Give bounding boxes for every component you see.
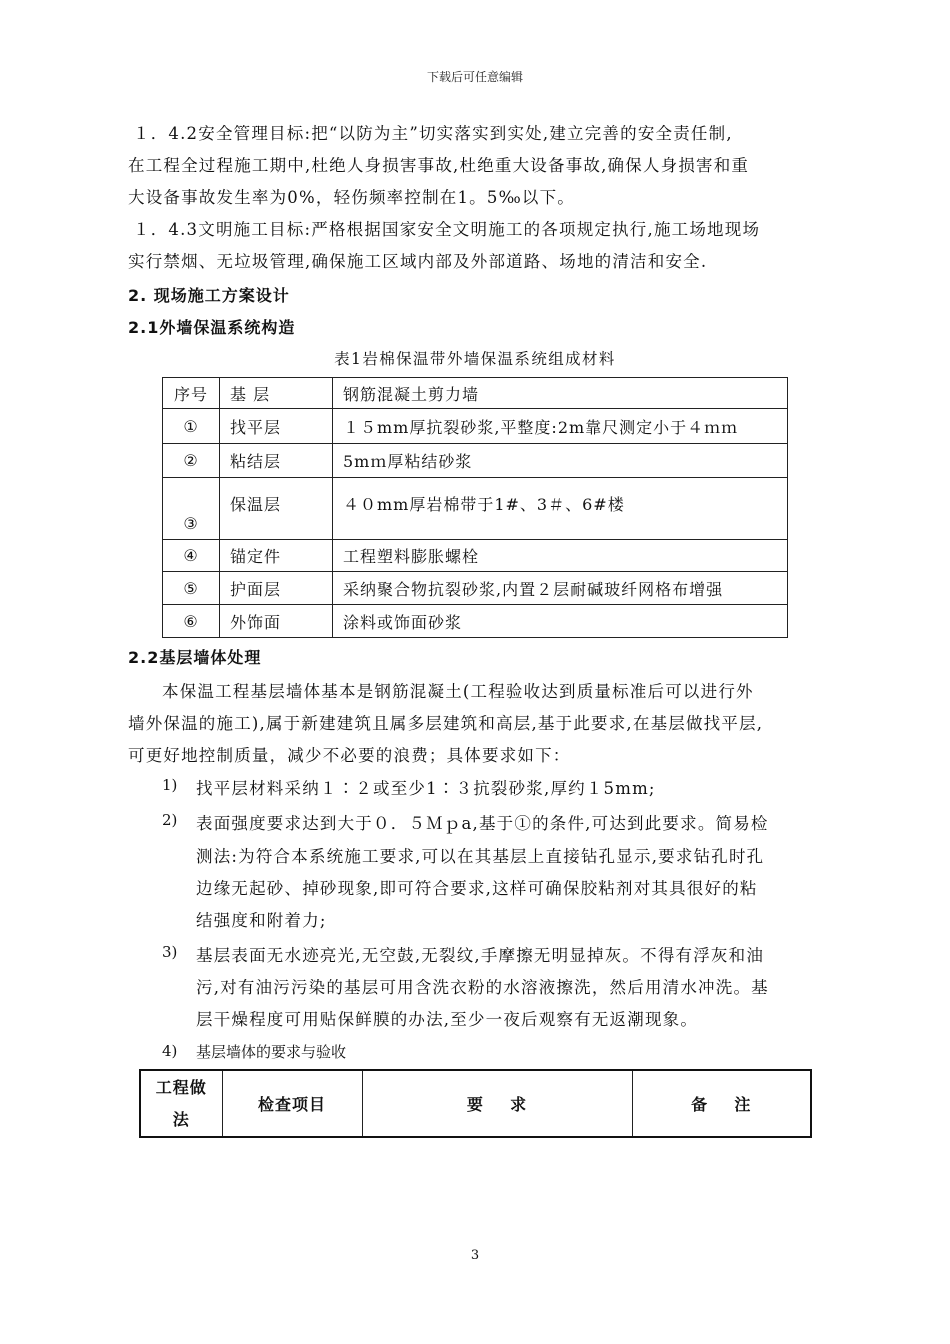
table-cell: 锚定件 [220,540,333,572]
list-item-line: 基层表面无水迹亮光,无空鼓,无裂纹,手摩擦无明显掉灰。不得有浮灰和油 [196,946,765,965]
table-cell: 序号 [163,378,220,409]
table-cell: ④ [163,540,220,572]
table-cell: ② [163,444,220,478]
table-row [163,605,788,638]
list-number: 3) [162,943,178,961]
table-cell: 5mｍ厚粘结砂浆 [333,444,788,478]
table-header-cell: 检查项目 [222,1070,362,1137]
table-cell: 工程塑料膨胀螺栓 [333,540,788,572]
paragraph-line: 可更好地控制质量，减少不必要的浪费；具体要求如下： [128,746,571,765]
table-cell: １５mm厚抗裂砂浆,平整度:2m靠尺测定小于４ｍｍ [333,409,788,444]
paragraph-line: 墙外保温的施工),属于新建建筑且属多层建筑和高层,基于此要求,在基层做找平层, [128,714,764,733]
paragraph-line: 本保温工程基层墙体基本是钢筋混凝土(工程验收达到质量标准后可以进行外 [162,682,754,701]
table-row [163,572,788,605]
table-row [163,409,788,444]
page-header: 下载后可任意编辑 [426,70,523,84]
table-header-cell: 工程做法 [140,1070,222,1137]
list-item-line: 表面强度要求达到大于０．５Ｍｐa,基于①的条件,可达到此要求。简易检 [196,814,769,833]
table-header-cell: 要 求 [362,1070,632,1137]
list-item-line: 层干燥程度可用贴保鲜膜的办法,至少一夜后观察有无返潮现象。 [196,1010,699,1029]
list-item-line: 污,对有油污污染的基层可用含洗衣粉的水溶液擦洗，然后用清水冲洗。基 [196,978,769,997]
list-item-line: 基层墙体的要求与验收 [196,1043,347,1061]
inspection-table [139,1069,812,1138]
table-row [163,478,788,540]
paragraph-line: 大设备事故发生率为0%，轻伤频率控制在1。5‰以下。 [128,188,576,207]
list-number: 4) [162,1042,178,1060]
table-caption: 表1岩棉保温带外墙保温系统组成材料 [334,350,616,368]
table-cell: ⑥ [163,605,220,638]
list-item-line: 测法:为符合本系统施工要求,可以在其基层上直接钻孔显示,要求钻孔时孔 [196,847,765,866]
list-item-line: 找平层材料采纳１∶２或至少1∶３抗裂砂浆,厚约１5mm; [196,779,656,798]
list-number: 1) [162,776,178,794]
list-number: 2) [162,811,178,829]
table-cell: 保温层 [220,478,333,540]
materials-table [162,377,788,638]
paragraph-line: 在工程全过程施工期中,杜绝人身损害事故,杜绝重大设备事故,确保人身损害和重 [128,156,750,175]
table-cell: 外饰面 [220,605,333,638]
table-cell: 涂料或饰面砂浆 [333,605,788,638]
table-row [163,444,788,478]
list-item-line: 结强度和附着力; [196,911,327,930]
section-heading: 2. 现场施工方案设计 [128,286,290,305]
list-item-line: 边缘无起砂、掉砂现象,即可符合要求,这样可确保胶粘剂对其具很好的粘 [196,879,758,898]
section-heading: 2.2基层墙体处理 [128,648,262,667]
table-cell: 基 层 [220,378,333,409]
paragraph-line: １．4.3文明施工目标:严格根据国家安全文明施工的各项规定执行,施工场地现场 [133,220,761,239]
table-cell: 钢筋混凝土剪力墙 [333,378,788,409]
table-row [163,540,788,572]
page-number: 3 [470,1248,480,1263]
paragraph-line: １．4.2安全管理目标:把“以防为主”切实落实到实处,建立完善的安全责任制, [133,124,733,143]
table-cell: ⑤ [163,572,220,605]
table-cell: 采纳聚合物抗裂砂浆,内置２层耐碱玻纤网格布增强 [333,572,788,605]
table-row [163,378,788,409]
table-header-row [140,1070,811,1137]
table-cell: 找平层 [220,409,333,444]
table-cell: 护面层 [220,572,333,605]
table-cell: ③ [163,478,220,540]
table-cell: ４０mm厚岩棉带于1#、3＃、6#楼 [333,478,788,540]
table-cell: ① [163,409,220,444]
table-header-cell: 备 注 [632,1070,811,1137]
section-heading: 2.1外墙保温系统构造 [128,318,296,337]
table-cell: 粘结层 [220,444,333,478]
paragraph-line: 实行禁烟、无垃圾管理,确保施工区域内部及外部道路、场地的清洁和安全. [128,252,708,271]
